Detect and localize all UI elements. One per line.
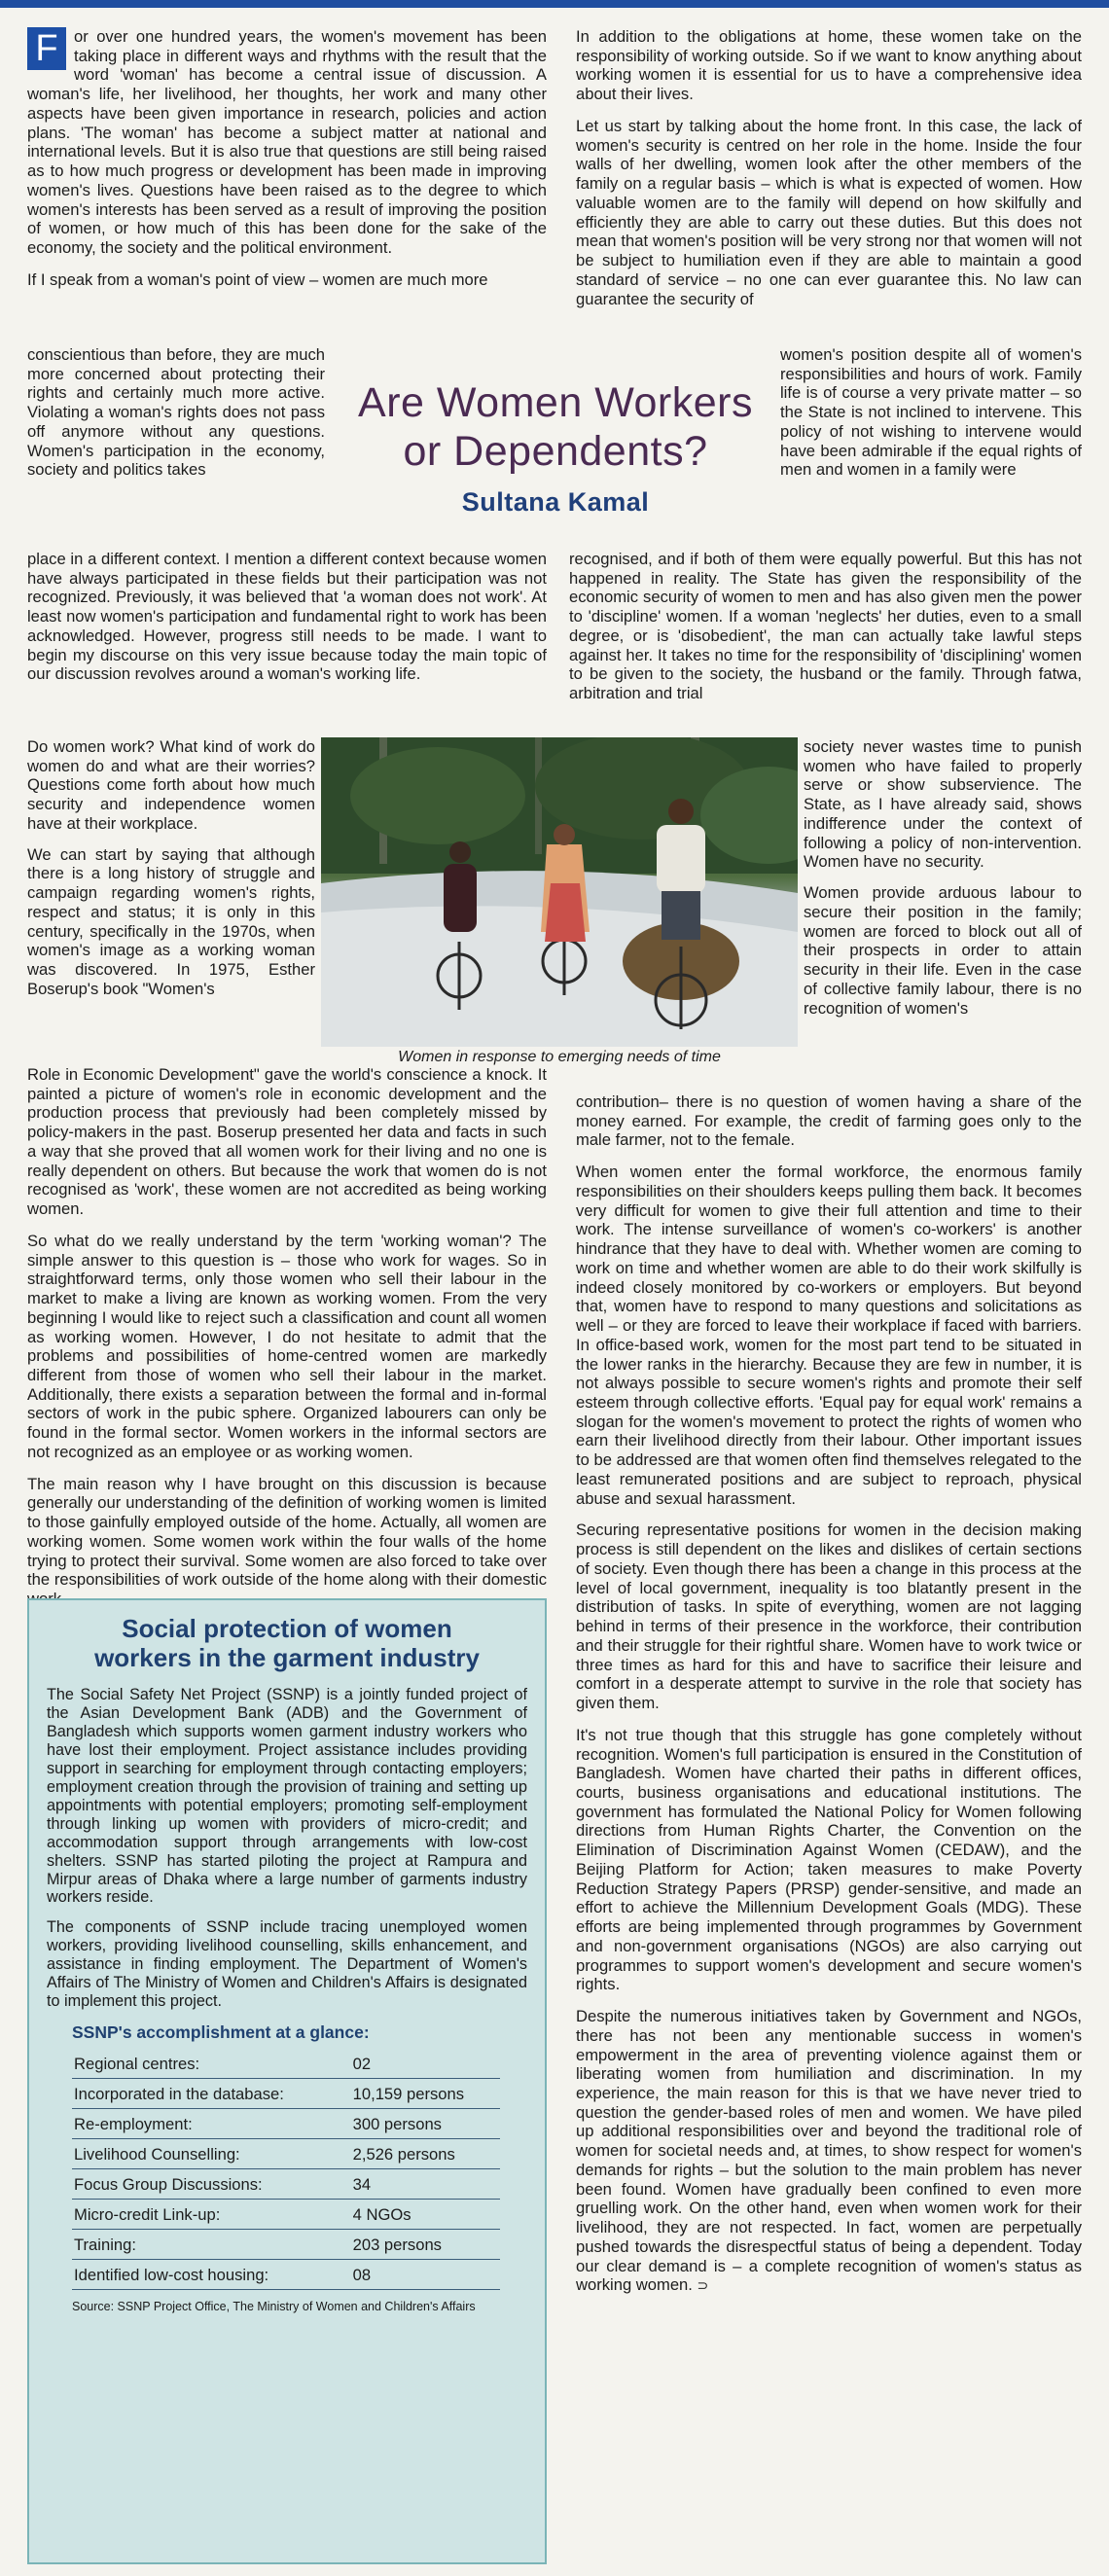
paragraph-not-true: It's not true though that this struggle has gone completely without recognition. Women's full participation is ensured in the Constitution of Bangladesh. Women have charted their paths in different offices, courts, business organisations and educational institutions. The government has formulated the National Policy for Women following directions from Human Rights Charter, the Convention on the Elimination of Discrimination Against Women (CEDAW), and the Beijing Platform for Action; taken measures to make Poverty Reduction Strategy Papers (PRSP) gender-sensitive, and made an effort to achieve the Millennium Development Goals (MDG). These efforts are being implemented through programmes by Government and non-government organisations (NGOs) are also carrying out programmes to support women's development and secure women's rights. xyxy=(576,1725,1082,1994)
row-value: 4 NGOs xyxy=(347,2200,500,2230)
row-value: 2,526 persons xyxy=(347,2139,500,2169)
sidebar-title-line-1: Social protection of women xyxy=(122,1614,452,1643)
table-row xyxy=(72,2260,500,2290)
row-label: Livelihood Counselling: xyxy=(72,2139,347,2169)
end-mark-icon: ⊃ xyxy=(697,2277,709,2294)
sidebar-paragraph-1: The Social Safety Net Project (SSNP) is a jointly funded project of the Asian Development Bank (ADB) and the Government of Bangladesh which supports women garment industry workers who have lost their employment. Project assistance includes providing support in searching for employment through contacting employers; employment creation through the provision of training and setting up appointments with potential employers; promoting self-employment through linking up women with providers of micro-credit; and accommodation support through arrangements with low-cost shelters. SSNP has started piloting the project at Rampura and Mirpur areas of Dhaka where a large number of garments industry workers reside. xyxy=(47,1686,527,1907)
article-right-column-top xyxy=(576,27,1082,308)
sidebar-source-note: Source: SSNP Project Office, The Ministry of Women and Children's Affairs xyxy=(72,2300,476,2314)
photo-caption: Women in response to emerging needs of time xyxy=(398,1049,721,1065)
paragraph-contribution: contribution– there is no question of women having a share of the money earned. For example, the credit of farming goes only to the male farmer, not to the female. xyxy=(576,1092,1082,1150)
row-label: Identified low-cost housing: xyxy=(72,2260,347,2290)
author-byline: Sultana Kamal xyxy=(461,487,650,517)
table-row xyxy=(72,2049,500,2079)
intro-paragraph: F or over one hundred years, the women's movement has been taking place in different ways and rhythms with the result that the word 'woman' has become a central issue of discussion. A woman's life, her livelihood, her thoughts, her work and many other aspects have been given importance in research, policies and action plans. 'The woman' has become a subject matter at national and international levels. But it is also true that questions are still being raised as to how much progress or development has been made in improving women's lives. Questions have been raised as to the degree to which women's interests has been served as a result of improving the position of women, or how much of this has been done for the sake of the economy, the society and the political environment. xyxy=(27,27,547,258)
women-cycling-photo xyxy=(321,737,798,1047)
paragraph-main-reason: The main reason why I have brought on this discussion is because generally our understanding of the definition of working women is limited to those gainfully employed outside of the home. Actually, all women are working women. Some women work within the four walls of the home trying to protect their survival. Some women are also forced to take over the responsibilities of work outside of the home along with their domestic xyxy=(27,1474,547,1590)
ssnp-sidebar-box xyxy=(27,1598,547,2564)
row-label: Micro-credit Link-up: xyxy=(72,2200,347,2230)
top-color-bar xyxy=(0,0,1109,8)
paragraph-point-of-view-start: If I speak from a woman's point of view – women are much more xyxy=(27,269,488,289)
table-row xyxy=(72,2079,500,2109)
row-value: 02 xyxy=(347,2049,500,2079)
sidebar-title-line-2: workers in the garment industry xyxy=(94,1643,480,1672)
article-left-column-top xyxy=(27,27,547,290)
headline-band xyxy=(27,345,1082,550)
paragraph-home-front-wrap: women's position despite all of women's responsibilities and hours of work. Family life is of course a very private matter – so the State is not inclined to intervene. This policy of not wishing to intervene would have been admirable if the equal rights of men and women in a family were xyxy=(780,345,1082,480)
drop-cap: F xyxy=(27,27,66,70)
headline-line-2: or Dependents? xyxy=(403,428,708,475)
row-label: Focus Group Discussions: xyxy=(72,2169,347,2200)
row-label: Incorporated in the database: xyxy=(72,2079,347,2109)
row-label: Regional centres: xyxy=(72,2049,347,2079)
article-headline xyxy=(339,378,772,476)
row-value: 203 persons xyxy=(347,2230,500,2260)
article-left-column-bottom xyxy=(27,1065,547,1622)
row-value: 34 xyxy=(347,2169,500,2200)
paragraph-different-context: place in a different context. I mention a different context because women have always participated in these fields but their participation was not recognized. Previously, it was believed that 'a woman does not work'. At least now women's participation and fundamental right to work has been acknowledged. However, progress still needs to be made. I want to begin my discourse on this very issue because today the main topic of our discussion revolves around a woman's working life. xyxy=(27,550,547,684)
paragraph-arduous-labour: Women provide arduous labour to secure their position in the family; women are forced to block out all of their prospects in order to attain security in their life. Even in the case of collective family labour, there is no recognition of women's xyxy=(804,883,1082,1018)
paragraph-state-responsibility: recognised, and if both of them were equally powerful. But this has not happened in reality. The State has given the responsibility of the economic security of women to men and has also given men the power to 'discipline' women. If a woman 'neglects' her duties, even to a small degree, or is 'disobedient', the man can actually take lawful steps against her. It takes no time for the responsibility of 'disciplining' women to be given to the society, the husband or the family. Through fatwa, arbitration and trial xyxy=(569,550,1082,703)
paragraph-representative-positions: Securing representative positions for women in the decision making process is still dependent on the likes and dislikes of certain sections of society. Even though there has been a change in this process at the level of local government, inequality is too blatantly present in the distribution of tasks. In spite of everything, women are not lagging behind in terms of their presence in the workforce, their contribution and their struggle for their rightful share. Women have to work twice or three times as hard for this and have to sacrifice their leisure and comfort in a desperate attempt to survive in the role that society has given them. xyxy=(576,1521,1082,1713)
paragraph-formal-workforce: When women enter the formal workforce, the enormous family responsibilities on their shoulders keeps pulling them back. It becomes very difficult for women to give their full attention and time to their work. The intense surveillance of women's co-workers' is another hindrance that they have to deal with. Whether women are coming to work on time and whether women are able to do their work skilfully is indeed closely monitored by co-workers or employers. But beyond that, women have to respond to many questions and solicitations as well – or they are forced to leave their workplace if faced with barriers. In office-based work, women for the most part tend to be situated in the lower ranks in the hierarchy. Because they are few in number, it is not always possible to secure women's rights and promote their self esteem through collective efforts. 'Equal pay for equal work' remains a slogan for the women's movement to protect the rights of women who earn their livelihood directly from their labour. Other important issues to be addressed are that women often find themselves relegated to the least remunerated positions and are subject to reproach, physical abuse and sexual harassment. xyxy=(576,1163,1082,1508)
paragraph-home-front: Let us start by talking about the home front. In this case, the lack of women's security is centred on her role in the home. Inside the four walls of her dwelling, women look after the other members of the family on a regular basis – which is what is expected of women. How valuable women are to the family will depend on how skilfully and efficiently they are able to carry out these duties. But this does not mean that women's position will be very strong nor that women will not be subject to humiliation even if they are able to maintain a good standard of service – no one can ever guarantee this. No law can guarantee the security of xyxy=(576,116,1082,308)
paragraph-do-women-work: Do women work? What kind of work do women do and what are their worries? Questions come forth about how much security and independence women have at their workplace. xyxy=(27,737,315,833)
paragraph-so-what: So what do we really understand by the term 'working woman'? The simple answer to this question is – those who work for wages. So in straightforward terms, only those women who sell their labour in the market to make a living are known as working women. From the very beginning I would like to reject such a classification and count all women as working women. However, I do not hesitate to admit that the problems and possibilities of home-centred women are markedly different from those of women who sell their labour in the market. Additionally, there exists a separation between the formal and in-formal sectors of work in the pubic sphere. Organized labourers can only be found in the formal sector. Women workers in the informal sectors are not recognized as an employee or as working women. xyxy=(27,1231,547,1461)
article-right-column-mid xyxy=(569,550,1082,716)
row-value: 300 persons xyxy=(347,2109,500,2139)
table-row xyxy=(72,2200,500,2230)
paragraph-society-punish: society never wastes time to punish women who have failed to properly serve or show subservience. The State, as I have already said, shows indifference under the context of following a policy of non-intervention. Women have no security. xyxy=(804,737,1082,872)
paragraph-despite: Despite the numerous initiatives taken by Government and NGOs, there has not been any mentionable success in women's empowerment in the area of preventing violence against them or liberating women from humiliation and discrimination. In my experience, the main reason for this is that we have never tried to question the gender-based roles of men and women. We have piled up additional responsibilities over and beyond the traditional role of women for societal needs and, at times, to show respect for women's demands for rights – but the solution to the main problem has never been found. Women have gradually been confined to even more gruelling work. On the other hand, even when women work for their livelihood, they are not respected. In fact, women are perpetually pushed towards the disrespectful status of being a dependent. Today our clear demand is – a complete recognition of women's status as working women. ⊃ xyxy=(576,2007,1082,2295)
photo-right-text xyxy=(804,737,1082,1018)
sidebar-paragraph-2: The components of SSNP include tracing unemployed women workers, providing livelihood counselling, skills enhancement, and assistance in finding employment. The Department of Women's Affairs of The Ministry of Women and Children's Affairs is designated to implement this project. xyxy=(47,1918,527,2011)
table-row xyxy=(72,2109,500,2139)
photo-left-text xyxy=(27,737,315,999)
article-left-column-mid xyxy=(27,550,547,697)
sidebar-title xyxy=(47,1614,527,1672)
row-label: Re-employment: xyxy=(72,2109,347,2139)
article-right-column-bottom xyxy=(576,1092,1082,2308)
paragraph-boserup: Role in Economic Development" gave the world's conscience a knock. It painted a picture of women's role in economic development and the production process that previously had been completely missed by policy-makers in the past. Boserup presented her data and facts in such a way that she proved that all women work for their living and no one is really dependent on others. But because the work that women do is not recognised as 'work', these women are not accredited as being working women. xyxy=(27,1065,547,1219)
paragraph-obligations: In addition to the obligations at home, these women take on the responsibility of working outside. So if we want to know anything about working women it is essential for us to have a comprehensive idea about their lives. xyxy=(576,27,1082,104)
row-value: 08 xyxy=(347,2260,500,2290)
paragraph-we-can-start: We can start by saying that although there is a long history of struggle and campaign regarding women's rights, respect and status; it is only in this century, specifically in the 1970s, when women's image as a working woman was discovered. In 1975, Esther Boserup's book "Women's xyxy=(27,844,315,998)
photo-band xyxy=(27,737,1082,1068)
accomplishment-table xyxy=(72,2049,500,2290)
accomplishment-table-title: SSNP's accomplishment at a glance: xyxy=(72,2022,370,2043)
paragraph-point-of-view-wrap: conscientious than before, they are much more concerned about protecting their rights and certainly much more active. Violating a woman's rights does not pass off anymore without any questions. Women's participation in the economy, society and politics takes xyxy=(27,345,325,480)
row-value: 10,159 persons xyxy=(347,2079,500,2109)
headline-line-1: Are Women Workers xyxy=(358,379,753,426)
table-row xyxy=(72,2230,500,2260)
headline-block xyxy=(339,378,772,518)
table-row xyxy=(72,2139,500,2169)
row-label: Training: xyxy=(72,2230,347,2260)
table-row xyxy=(72,2169,500,2200)
